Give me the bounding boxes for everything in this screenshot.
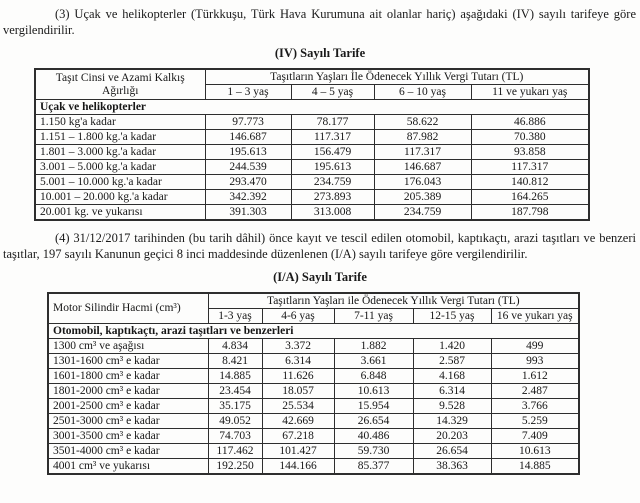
table-row	[35, 115, 589, 130]
vehicle-type-weight-header: Taşıt Cinsi ve Azami Kalkış Ağırlığı	[35, 69, 205, 100]
tax-value-cell: 164.265	[471, 190, 589, 205]
tax-value-cell: 10.613	[334, 384, 413, 399]
tax-value-cell: 117.317	[471, 160, 589, 175]
tax-value-cell: 6.314	[413, 384, 491, 399]
row-label: 1.801 – 3.000 kg.'a kadar	[35, 145, 205, 160]
section-row	[35, 100, 589, 115]
tax-value-cell: 313.008	[291, 205, 374, 221]
tax-value-cell: 6.314	[262, 354, 334, 369]
row-label: 1301-1600 cm³ e kadar	[48, 354, 208, 369]
tarife-iv-section	[35, 100, 589, 115]
table-row	[48, 414, 579, 429]
age-col-header: 12-15 yaş	[413, 309, 491, 324]
tax-value-cell: 18.057	[262, 384, 334, 399]
paragraph-3: (3) Uçak ve helikopterler (Türkkuşu, Türk Hava Kurumuna ait olanlar hariç) aşağıdaki (IV) sayılı tarifeye göre vergilendirilir.	[3, 7, 636, 37]
header-row-1	[48, 293, 579, 309]
annual-tax-span-header: Taşıtların Yaşları ile Ödenecek Yıllık Vergi Tutarı (TL)	[208, 293, 579, 309]
table-row	[35, 175, 589, 190]
row-label: 1601-1800 cm³ e kadar	[48, 369, 208, 384]
table-row	[35, 190, 589, 205]
tax-value-cell: 146.687	[374, 160, 471, 175]
age-col-header: 7-11 yaş	[334, 309, 413, 324]
tax-value-cell: 146.687	[205, 130, 291, 145]
tax-value-cell: 59.730	[334, 444, 413, 459]
tax-value-cell: 14.329	[413, 414, 491, 429]
tax-value-cell: 7.409	[491, 429, 579, 444]
tax-value-cell: 195.613	[205, 145, 291, 160]
tax-value-cell: 26.654	[413, 444, 491, 459]
tarife-ia-title: (I/A) Sayılı Tarife	[273, 270, 367, 284]
tax-value-cell: 156.479	[291, 145, 374, 160]
tax-value-cell: 11.626	[262, 369, 334, 384]
tax-value-cell: 4.168	[413, 369, 491, 384]
tax-value-cell: 1.612	[491, 369, 579, 384]
tax-value-cell: 1.420	[413, 339, 491, 354]
tax-value-cell: 78.177	[291, 115, 374, 130]
table-row	[48, 444, 579, 459]
tarife-ia-header	[48, 293, 579, 324]
tarife-iv-title: (IV) Sayılı Tarife	[274, 46, 366, 60]
tax-value-cell: 74.703	[208, 429, 262, 444]
tax-value-cell: 85.377	[334, 459, 413, 475]
tax-value-cell: 273.893	[291, 190, 374, 205]
tarife-ia-body	[48, 339, 579, 475]
tax-value-cell: 6.848	[334, 369, 413, 384]
tax-value-cell: 38.363	[413, 459, 491, 475]
tax-value-cell: 46.886	[471, 115, 589, 130]
tarife-ia-section	[48, 324, 579, 339]
tax-value-cell: 101.427	[262, 444, 334, 459]
tax-value-cell: 342.392	[205, 190, 291, 205]
tax-value-cell: 40.486	[334, 429, 413, 444]
tax-value-cell: 42.669	[262, 414, 334, 429]
tax-value-cell: 58.622	[374, 115, 471, 130]
tax-value-cell: 187.798	[471, 205, 589, 221]
tax-value-cell: 993	[491, 354, 579, 369]
row-label: 4001 cm³ ve yukarısı	[48, 459, 208, 475]
tax-value-cell: 117.317	[291, 130, 374, 145]
row-label: 1.151 – 1.800 kg.'a kadar	[35, 130, 205, 145]
row-label: 1.150 kg'a kadar	[35, 115, 205, 130]
section-header-aircraft: Uçak ve helikopterler	[35, 100, 589, 115]
row-label: 3.001 – 5.000 kg.'a kadar	[35, 160, 205, 175]
table-row	[35, 205, 589, 221]
row-label: 2001-2500 cm³ e kadar	[48, 399, 208, 414]
tax-value-cell: 35.175	[208, 399, 262, 414]
tax-value-cell: 14.885	[208, 369, 262, 384]
table-row	[48, 384, 579, 399]
table-row	[48, 399, 579, 414]
tax-value-cell: 293.470	[205, 175, 291, 190]
section-header-automobile: Otomobil, kaptıkaçtı, arazi taşıtları ve benzerleri	[48, 324, 579, 339]
annual-tax-span-header: Taşıtların Yaşları İle Ödenecek Yıllık Vergi Tutarı (TL)	[205, 69, 589, 85]
tax-value-cell: 2.587	[413, 354, 491, 369]
tax-value-cell: 144.166	[262, 459, 334, 475]
section-row	[48, 324, 579, 339]
tax-value-cell: 244.539	[205, 160, 291, 175]
row-label: 10.001 – 20.000 kg.'a kadar	[35, 190, 205, 205]
tax-value-cell: 93.858	[471, 145, 589, 160]
table-row	[48, 459, 579, 475]
table-row	[35, 130, 589, 145]
row-label: 1801-2000 cm³ e kadar	[48, 384, 208, 399]
tax-value-cell: 3.661	[334, 354, 413, 369]
tax-value-cell: 195.613	[291, 160, 374, 175]
row-label: 2501-3000 cm³ e kadar	[48, 414, 208, 429]
tax-value-cell: 2.487	[491, 384, 579, 399]
header-row-1	[35, 69, 589, 85]
tax-value-cell: 14.885	[491, 459, 579, 475]
tax-value-cell: 25.534	[262, 399, 334, 414]
tax-value-cell: 49.052	[208, 414, 262, 429]
tax-value-cell: 23.454	[208, 384, 262, 399]
tax-value-cell: 26.654	[334, 414, 413, 429]
tax-value-cell: 67.218	[262, 429, 334, 444]
table-row	[48, 429, 579, 444]
tarife-iv-header	[35, 69, 589, 100]
table-row	[35, 145, 589, 160]
tax-value-cell: 5.259	[491, 414, 579, 429]
row-label: 20.001 kg. ve yukarısı	[35, 205, 205, 221]
tax-value-cell: 234.759	[291, 175, 374, 190]
tax-value-cell: 192.250	[208, 459, 262, 475]
tax-value-cell: 205.389	[374, 190, 471, 205]
age-col-header: 4 – 5 yaş	[291, 85, 374, 100]
tax-value-cell: 117.317	[374, 145, 471, 160]
paragraph-4: (4) 31/12/2017 tarihinden (bu tarih dâhil) önce kayıt ve tescil edilen otomobil, kaptıkaçtı, arazi taşıtları ve benzeri taşıtlar, 197 sayılı Kanunun geçici 8 inci maddesinde düzenlenen (I/A) sayılı tarifeye göre vergilendirilir.	[3, 231, 636, 261]
engine-displacement-header: Motor Silindir Hacmi (cm³)	[48, 293, 208, 324]
age-col-header: 1 – 3 yaş	[205, 85, 291, 100]
tax-value-cell: 10.613	[491, 444, 579, 459]
age-col-header: 11 ve yukarı yaş	[471, 85, 589, 100]
tax-value-cell: 391.303	[205, 205, 291, 221]
tax-value-cell: 499	[491, 339, 579, 354]
tax-value-cell: 3.766	[491, 399, 579, 414]
tax-value-cell: 15.954	[334, 399, 413, 414]
age-col-header: 4-6 yaş	[262, 309, 334, 324]
age-col-header: 16 ve yukarı yaş	[491, 309, 579, 324]
tax-value-cell: 87.982	[374, 130, 471, 145]
tax-value-cell: 1.882	[334, 339, 413, 354]
tax-value-cell: 9.528	[413, 399, 491, 414]
tax-value-cell: 8.421	[208, 354, 262, 369]
row-label: 1300 cm³ ve aşağısı	[48, 339, 208, 354]
table-row	[48, 354, 579, 369]
table-row	[48, 369, 579, 384]
tax-value-cell: 97.773	[205, 115, 291, 130]
row-label: 3001-3500 cm³ e kadar	[48, 429, 208, 444]
tax-value-cell: 70.380	[471, 130, 589, 145]
tarife-iv-table	[34, 68, 590, 221]
tax-value-cell: 176.043	[374, 175, 471, 190]
tax-value-cell: 20.203	[413, 429, 491, 444]
row-label: 5.001 – 10.000 kg.'a kadar	[35, 175, 205, 190]
tax-value-cell: 3.372	[262, 339, 334, 354]
tarife-iv-body	[35, 115, 589, 221]
age-col-header: 1-3 yaş	[208, 309, 262, 324]
tarife-ia-table	[47, 292, 580, 475]
tax-value-cell: 140.812	[471, 175, 589, 190]
age-col-header: 6 – 10 yaş	[374, 85, 471, 100]
tax-value-cell: 117.462	[208, 444, 262, 459]
tax-value-cell: 234.759	[374, 205, 471, 221]
row-label: 3501-4000 cm³ e kadar	[48, 444, 208, 459]
table-row	[35, 160, 589, 175]
table-row	[48, 339, 579, 354]
tax-value-cell: 4.834	[208, 339, 262, 354]
